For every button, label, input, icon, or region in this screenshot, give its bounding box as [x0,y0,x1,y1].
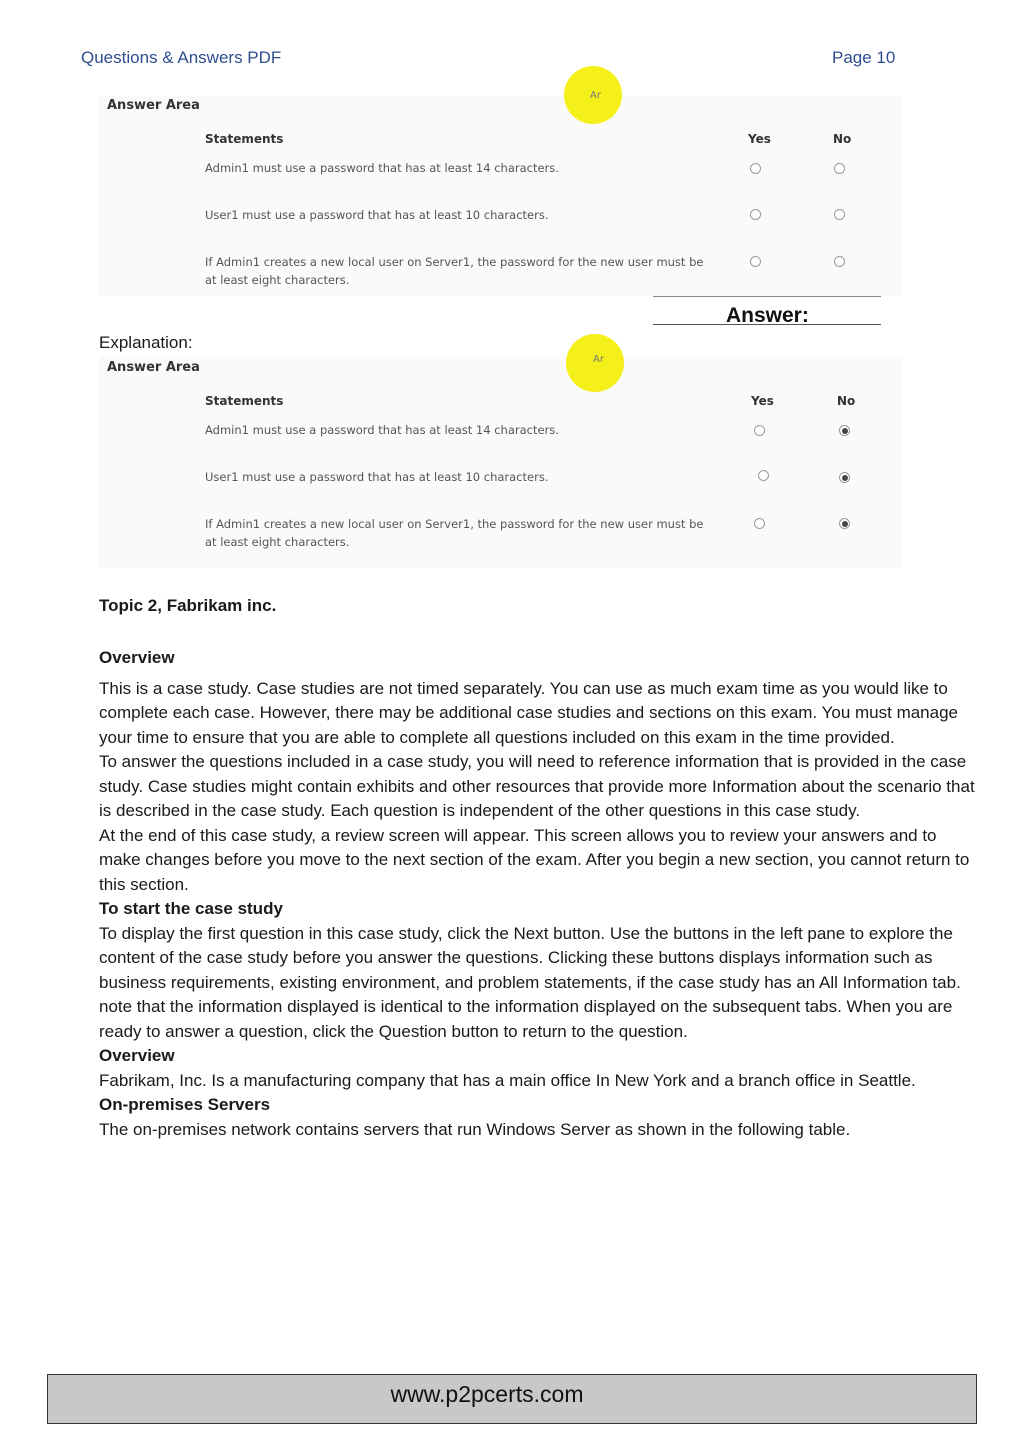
answer-label: Answer: [726,304,809,327]
statement-1: Admin1 must use a password that has at least 14 characters. [205,423,559,437]
explanation-label: Explanation: [99,333,193,352]
footer-bar [47,1374,977,1424]
radio-no-1[interactable] [834,163,845,174]
paragraph-company: Fabrikam, Inc. Is a manufacturing company that has a main office In New York and a branch office in Seattle. [99,1070,916,1090]
statements-header: Statements [205,394,284,408]
radio-yes-3[interactable] [750,256,761,267]
statements-header: Statements [205,132,284,146]
answer-area-title: Answer Area [107,360,200,375]
no-header: No [833,132,852,146]
highlight-text: Ar [593,354,604,365]
page-number: Page 10 [832,48,896,67]
question-answer-area [99,90,902,296]
topic-heading [99,594,979,619]
paragraph-intro: This is a case study. Case studies are not timed separately. You can use as much exam time as you would like to complete each case. However, there may be additional case studies and sections on this exam. You must manage your time to ensure that you are able to complete all questions included on this exam in the time provided. [99,678,958,747]
highlight-text: Ar [590,90,601,101]
radio-no-1-selected[interactable] [839,425,850,436]
start-heading: To start the case study [99,899,283,918]
answer-area-title: Answer Area [107,98,200,113]
paragraph-servers: The on-premises network contains servers that run Windows Server as shown in the following table. [99,1119,851,1139]
radio-yes-3[interactable] [754,518,765,529]
paragraph-reference: To answer the questions included in a case study, you will need to reference information that is provided in the case study. Case studies might contain exhibits and other resources that provide more Information about the scenario that is described in the case study. Each question is independent of the other questions in this case study. [99,752,975,820]
radio-no-2[interactable] [834,209,845,220]
overview-heading-2: Overview [99,1046,175,1065]
radio-yes-1[interactable] [754,425,765,436]
topic-title: Topic 2, Fabrikam inc. [99,596,277,615]
statement-3: If Admin1 creates a new local user on Server1, the password for the new user must be at least eight characters. [205,255,704,287]
radio-yes-2[interactable] [750,209,761,220]
footer-url[interactable]: www.p2pcerts.com [390,1381,584,1407]
paragraph-review: At the end of this case study, a review screen will appear. This screen allows you to review your answers and to make changes before you move to the next section of the exam. After you begin a new section, you cannot return to this section. [99,825,970,894]
statement-3: If Admin1 creates a new local user on Server1, the password for the new user must be at least eight characters. [205,517,704,549]
radio-yes-2[interactable] [758,470,769,481]
answer-divider-bottom [653,324,881,325]
case-study-body [99,646,979,1142]
solution-answer-area [99,356,902,568]
statement-2: User1 must use a password that has at least 10 characters. [205,208,549,222]
yes-header: Yes [748,132,771,146]
radio-no-2-selected[interactable] [839,472,850,483]
statement-2: User1 must use a password that has at least 10 characters. [205,470,549,484]
radio-yes-1[interactable] [750,163,761,174]
radio-no-3-selected[interactable] [839,518,850,529]
overview-heading: Overview [99,648,175,667]
servers-heading: On-premises Servers [99,1095,271,1114]
answer-divider-top [653,296,881,297]
paragraph-instructions: To display the first question in this case study, click the Next button. Use the buttons in the left pane to explore the content of the case study before you answer the questions. Clicking these buttons displays information such as business requirements, existing environment, and problem statements, if the case study has an All Information tab. note that the information displayed is identical to the information displayed on the subsequent tabs. When you are ready to answer a question, click the Question button to return to the question. [99,923,961,1041]
radio-no-3[interactable] [834,256,845,267]
no-header: No [837,394,856,408]
statement-1: Admin1 must use a password that has at least 14 characters. [205,161,559,175]
yes-header: Yes [751,394,774,408]
document-title: Questions & Answers PDF [81,48,282,67]
